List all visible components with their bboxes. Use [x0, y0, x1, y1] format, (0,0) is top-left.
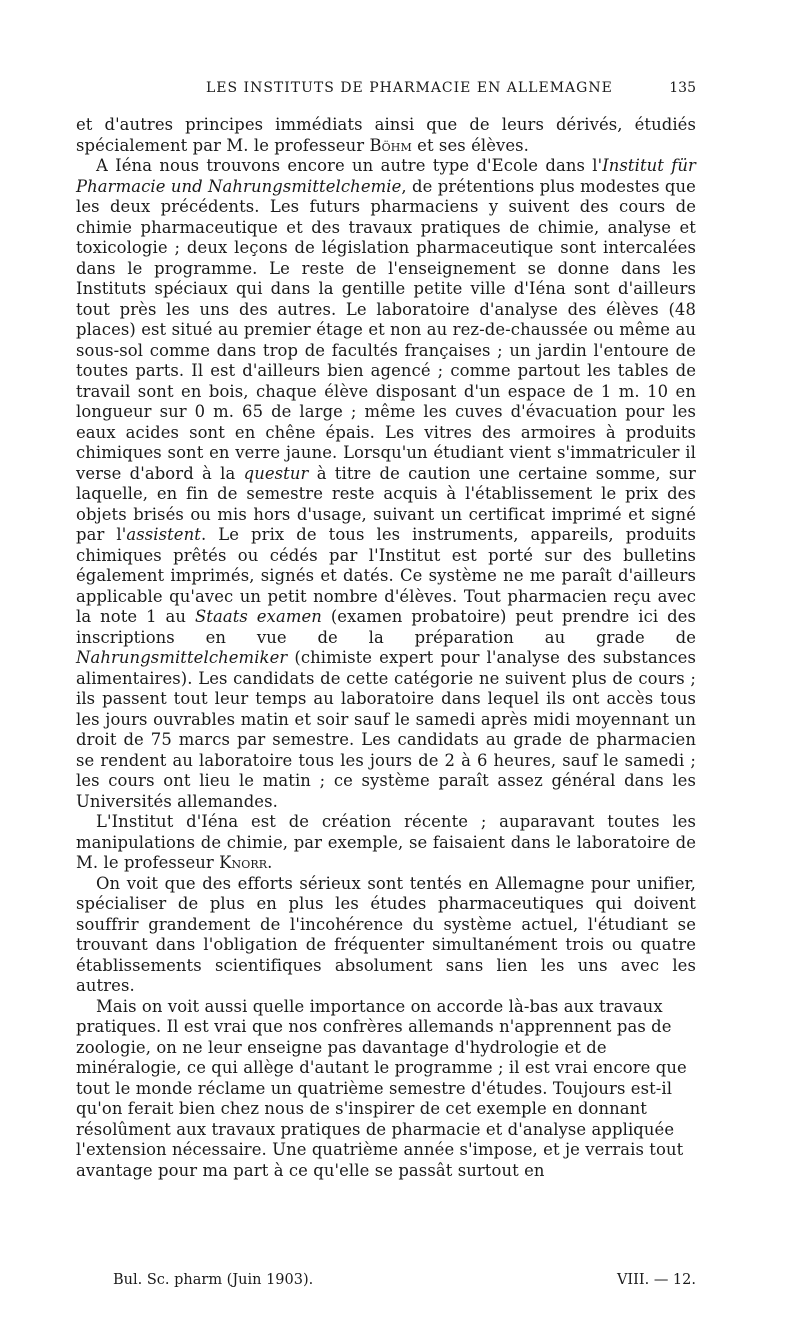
paragraph [76, 812, 696, 874]
text-run: (chimiste expert pour l'analyse des substances alimentaires). Les candidats de cette catégorie ne suivent plus de cours ; ils passent tout leur temps au laboratoire dans lequel ils ont accès tous les jours ouvrables matin et soir sauf le samedi après midi moyennant un droit de 75 marcs par semestre. Les candidats au grade de pharmacien se rendent au laboratoire tous les jours de 2 à 6 heures, sauf le samedi ; les cours ont lieu le matin ; ce système paraît assez général dans les Universités allemandes. [76, 648, 696, 811]
italic-text: Nahrungsmittelchemiker [76, 648, 288, 667]
text-run: et ses élèves. [411, 135, 529, 155]
italic-text: Staats examen [194, 607, 322, 626]
text-run: . Le prix de tous les instruments, appareils, produits chimiques prêtés ou cédés par l'Institut est porté sur des bulletins également imprimés, signés et datés. Ce système ne me paraît d'ailleurs applicable qu'avec un petit nombre d'élèves. Tout pharmacien reçu avec la note 1 au [76, 525, 696, 626]
paragraph [76, 874, 696, 997]
signature-mark: VIII. — 12. [616, 1272, 696, 1288]
page-header [76, 80, 696, 100]
text-run: A Iéna nous trouvons encore un autre type d'Ecole dans l' [96, 156, 603, 175]
text-run: , de prétentions plus modestes que les deux précédents. Les futurs pharmaciens y suivent des cours de chimie pharmaceutique et des travaux pratiques de chimie, analyse et toxicologie ; deux leçons de législation pharmaceutique sont intercalées dans le programme. Le reste de l'enseignement se donne dans les Instituts spéciaux qui dans la gentille petite ville d'Iéna sont d'ailleurs tout près les uns des autres. Le laboratoire d'analyse des élèves (48 places) est situé au premier étage et non au rez-de-chaussée ou même au sous-sol comme dans trop de facultés françaises ; un jardin l'entoure de toutes parts. Il est d'ailleurs bien agencé ; comme partout les tables de travail sont en bois, chaque élève disposant d'un espace de 1 m. 10 en longueur sur 0 m. 65 de large ; même les cuves d'évacuation pour les eaux acides sont en chêne épais. Les vitres des armoires à produits chimiques sont en verre jaune. Lorsqu'un étudiant vient s'immatriculer il verse d'abord à la [76, 176, 696, 483]
text-run: On voit que des efforts sérieux sont tentés en Allemagne pour unifier, spécialiser de plus en plus les études pharmaceutiques qui doivent souffrir grandement de l'incohérence du système actuel, l'étudiant se trouvant dans l'obligation de fréquenter simultanément trois ou quatre établissements scientifiques absolument sans lien les uns avec les autres. [76, 873, 696, 995]
journal-citation: Bul. Sc. pharm (Juin 1903). [113, 1272, 314, 1288]
text-run: et d'autres principes immédiats ainsi que de leurs dérivés, étudiés spécialement par M. le professeur [76, 115, 696, 155]
text-run: L'Institut d'Iéna est de création récente ; auparavant toutes les manipulations de chimie, par exemple, se faisaient dans le laboratoire de M. le professeur [76, 812, 696, 872]
paragraph [76, 115, 696, 156]
paragraph [76, 156, 696, 812]
italic-text: questur [243, 463, 309, 483]
text-run: Mais on voit aussi quelle importance on accorde là-bas aux travaux pratiques. Il est vrai que nos confrères allemands n'apprennent pas de zoologie, on ne leur enseigne pas davantage d'hydrologie et de minéralogie, ce qui allège d'autant le programme ; il est vrai encore que tout le monde réclame un quatrième semestre d'études. Toujours est-il qu'on ferait bien chez nous de s'inspirer de cet exemple en donnant résolûment aux travaux pratiques de pharmacie et d'analyse appliquée l'extension nécessaire. Une quatrième année s'impose, et je verrais tout avantage pour ma part à ce qu'elle se passât surtout en [76, 996, 687, 1180]
small-caps-name: Knorr [219, 853, 268, 872]
body-text [76, 115, 696, 1181]
text-run: (examen probatoire) peut prendre ici des inscriptions en vue de la préparation au grade de [76, 607, 696, 647]
text-run: . [267, 853, 273, 872]
paragraph [76, 997, 696, 1182]
page-footer [113, 1272, 696, 1292]
page-number: 135 [669, 80, 696, 96]
italic-text: Institut für Pharmacie und Nahrungsmittelchemie [76, 156, 696, 196]
italic-text: assistent [126, 525, 201, 544]
text-run: à titre de caution une certaine somme, sur laquelle, en fin de semestre reste acquis à l'établissement le prix des objets brisés ou mis hors d'usage, suivant un certificat imprimé et signé par l' [76, 463, 696, 544]
small-caps-name: Böhm [369, 135, 412, 155]
running-title: LES INSTITUTS DE PHARMACIE EN ALLEMAGNE [206, 80, 613, 96]
